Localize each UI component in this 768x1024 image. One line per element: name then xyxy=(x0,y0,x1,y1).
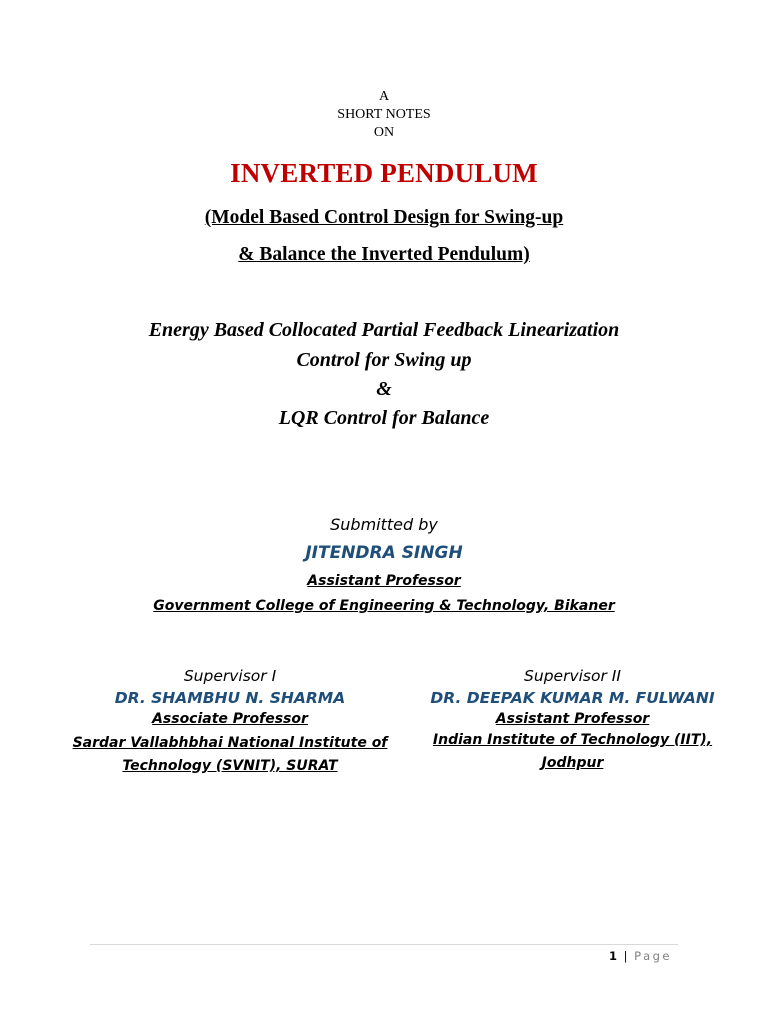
footer-divider xyxy=(90,944,678,945)
method-line-4: LQR Control for Balance xyxy=(278,407,490,429)
supervisor-1-name: DR. SHAMBHU N. SHARMA xyxy=(114,689,346,707)
supervisor-2-designation: Assistant Professor xyxy=(495,711,650,727)
intro-line-on: ON xyxy=(373,125,395,140)
page-label: Page xyxy=(634,949,672,963)
supervisor-2-block xyxy=(400,667,745,775)
supervisor-1-heading: Supervisor I xyxy=(183,667,277,685)
supervisor-1-block xyxy=(50,667,410,778)
supervisor-2-institution-line-2: Jodhpur xyxy=(541,755,604,771)
method-line-3: & xyxy=(376,378,392,400)
supervisor-2-name: DR. DEEPAK KUMAR M. FULWANI xyxy=(430,689,715,707)
method-line-2: Control for Swing up xyxy=(296,349,472,371)
author-designation: Assistant Professor xyxy=(307,573,461,589)
submitted-by-label: Submitted by xyxy=(330,515,438,534)
author-institution: Government College of Engineering & Technology, Bikaner xyxy=(153,598,615,614)
supervisor-1-institution-line-1: Sardar Vallabhbhai National Institute of xyxy=(72,735,388,751)
subtitle-line-2: & Balance the Inverted Pendulum) xyxy=(238,244,530,265)
subtitle-line-1: (Model Based Control Design for Swing-up xyxy=(204,207,564,228)
footer-separator: | xyxy=(623,949,628,963)
document-title: INVERTED PENDULUM xyxy=(230,158,538,188)
intro-line-short-notes: SHORT NOTES xyxy=(337,107,431,122)
supervisor-1-designation: Associate Professor xyxy=(152,711,308,727)
supervisor-2-institution-line-1: Indian Institute of Technology (IIT), xyxy=(432,732,713,748)
author-name: JITENDRA SINGH xyxy=(305,543,463,563)
supervisor-2-heading: Supervisor II xyxy=(524,667,621,685)
page-number: 1 xyxy=(608,949,617,963)
method-line-1: Energy Based Collocated Partial Feedback Linearization xyxy=(148,319,620,341)
page-footer xyxy=(609,949,672,963)
supervisor-1-institution-line-2: Technology (SVNIT), SURAT xyxy=(122,758,338,774)
intro-line-a: A xyxy=(378,89,390,104)
